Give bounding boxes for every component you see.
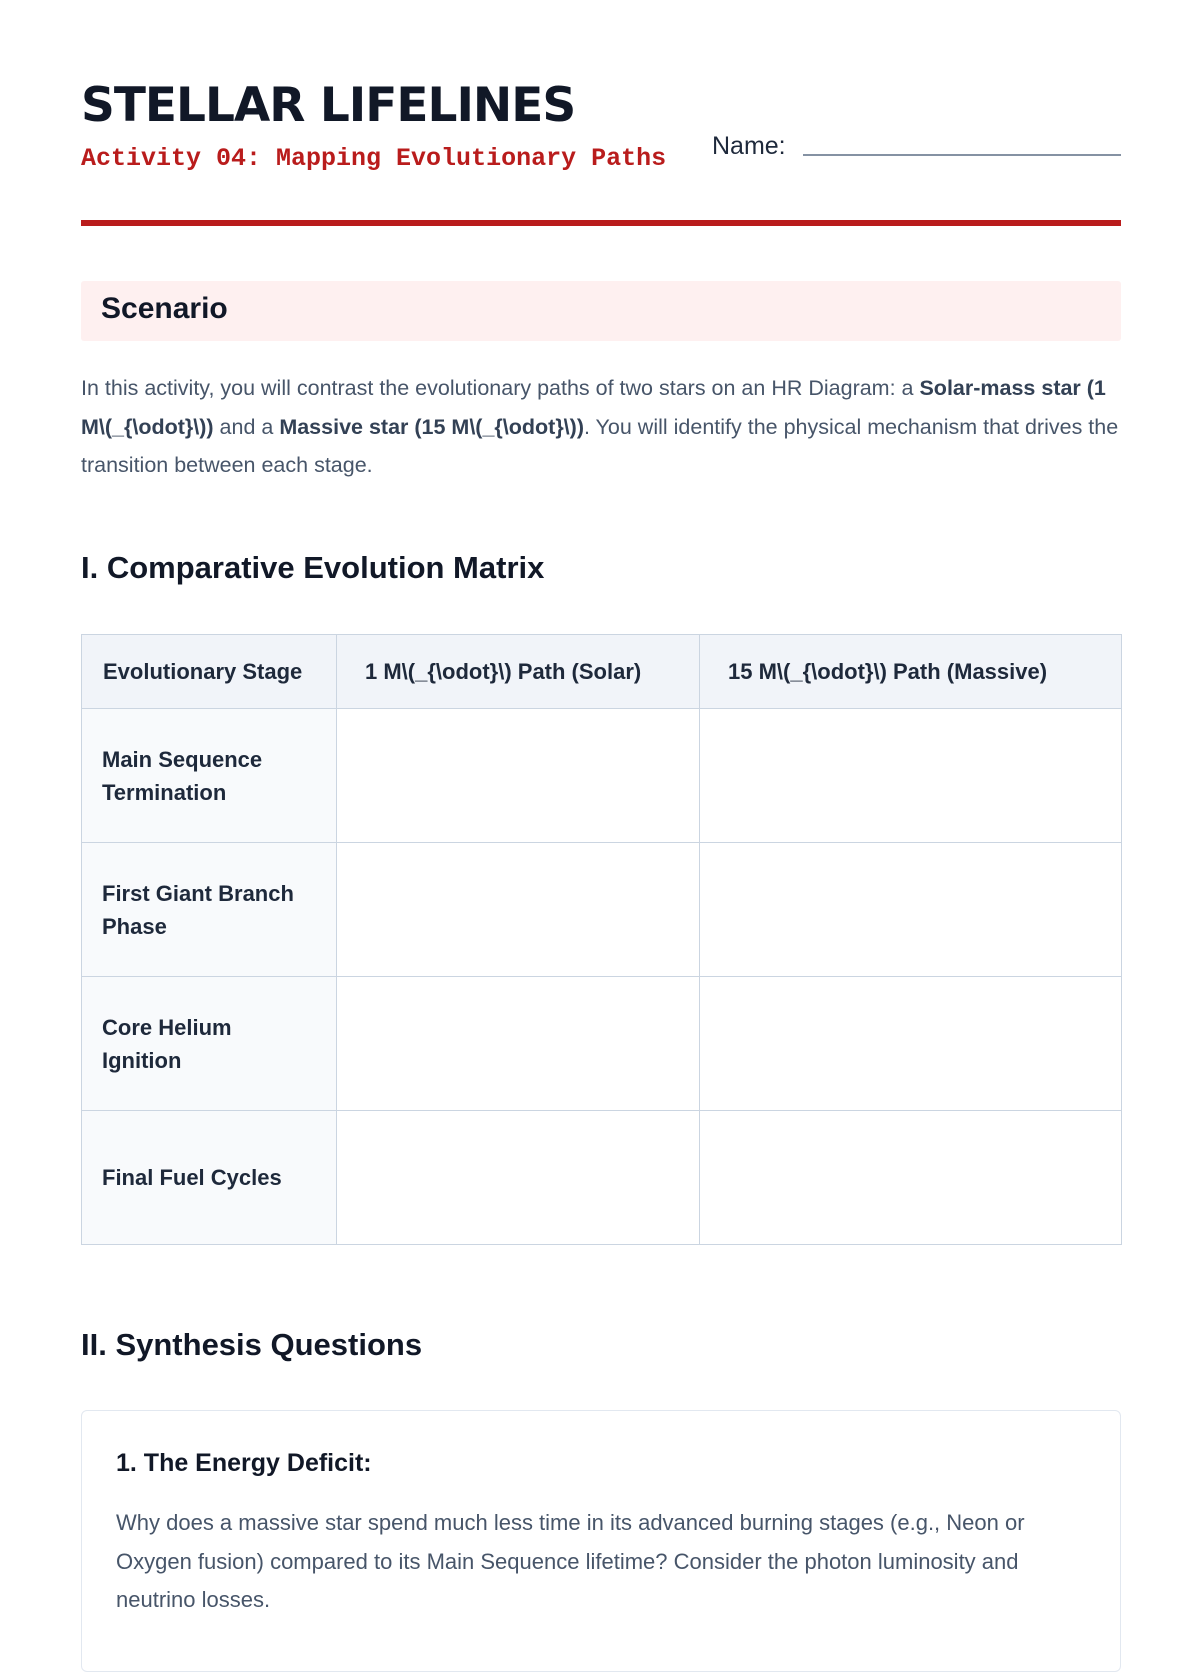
solar-answer-cell[interactable] bbox=[337, 977, 700, 1111]
stage-label: Core Helium Ignition bbox=[82, 977, 337, 1111]
scenario-text-1: In this activity, you will contrast the evolutionary paths of two stars on an HR Diagram: a bbox=[81, 376, 920, 400]
activity-subtitle: Activity 04: Mapping Evolutionary Paths bbox=[81, 144, 667, 173]
massive-answer-cell[interactable] bbox=[700, 977, 1122, 1111]
question-title: 1. The Energy Deficit: bbox=[116, 1449, 372, 1477]
table-row bbox=[82, 843, 1122, 977]
header-divider bbox=[81, 220, 1121, 226]
name-field-group[interactable] bbox=[712, 132, 1121, 164]
stage-label: Final Fuel Cycles bbox=[82, 1111, 337, 1245]
table-header-row bbox=[82, 635, 1122, 709]
worksheet-title: STELLAR LIFELINES bbox=[81, 78, 576, 133]
scenario-description bbox=[81, 369, 1121, 485]
question-text: Why does a massive star spend much less time in its advanced burning stages (e.g., Neon or Oxygen fusion) compared to its Main Sequence lifetime? Consider the photon luminosity and neutrino losses. bbox=[116, 1510, 1025, 1612]
massive-star-label: Massive star (15 M\(_{\odot}\)) bbox=[279, 414, 584, 439]
scenario-text-2: and a bbox=[213, 414, 280, 439]
scenario-text-3: . You will identify the physical mechanism that drives the transition between each stage. bbox=[81, 414, 1119, 477]
name-label: Name: bbox=[712, 132, 786, 160]
scenario-title: Scenario bbox=[101, 292, 228, 325]
solar-answer-cell[interactable] bbox=[337, 709, 700, 843]
solar-answer-cell[interactable] bbox=[337, 843, 700, 977]
worksheet-page bbox=[81, 0, 1121, 1612]
table-row bbox=[82, 1111, 1122, 1245]
question-card bbox=[81, 1410, 1121, 1672]
massive-answer-cell[interactable] bbox=[700, 709, 1122, 843]
worksheet-header bbox=[81, 0, 1121, 230]
table-row bbox=[82, 977, 1122, 1111]
massive-answer-cell[interactable] bbox=[700, 1111, 1122, 1245]
evolution-matrix-table bbox=[81, 634, 1122, 1245]
column-header-massive: 15 M\(_{\odot}\) Path (Massive) bbox=[700, 635, 1122, 709]
stage-label: Main Sequence Termination bbox=[82, 709, 337, 843]
solar-answer-cell[interactable] bbox=[337, 1111, 700, 1245]
table-row bbox=[82, 709, 1122, 843]
name-input-line[interactable] bbox=[803, 154, 1121, 156]
section-2-title: II. Synthesis Questions bbox=[81, 1327, 423, 1362]
stage-label: First Giant Branch Phase bbox=[82, 843, 337, 977]
column-header-stage: Evolutionary Stage bbox=[82, 635, 337, 709]
section-1-title: I. Comparative Evolution Matrix bbox=[81, 550, 545, 585]
column-header-solar: 1 M\(_{\odot}\) Path (Solar) bbox=[337, 635, 700, 709]
solar-mass-star-label: Solar-mass star (1 M\(_{\odot}\)) bbox=[81, 376, 1106, 439]
massive-answer-cell[interactable] bbox=[700, 843, 1122, 977]
scenario-banner bbox=[81, 281, 1121, 341]
